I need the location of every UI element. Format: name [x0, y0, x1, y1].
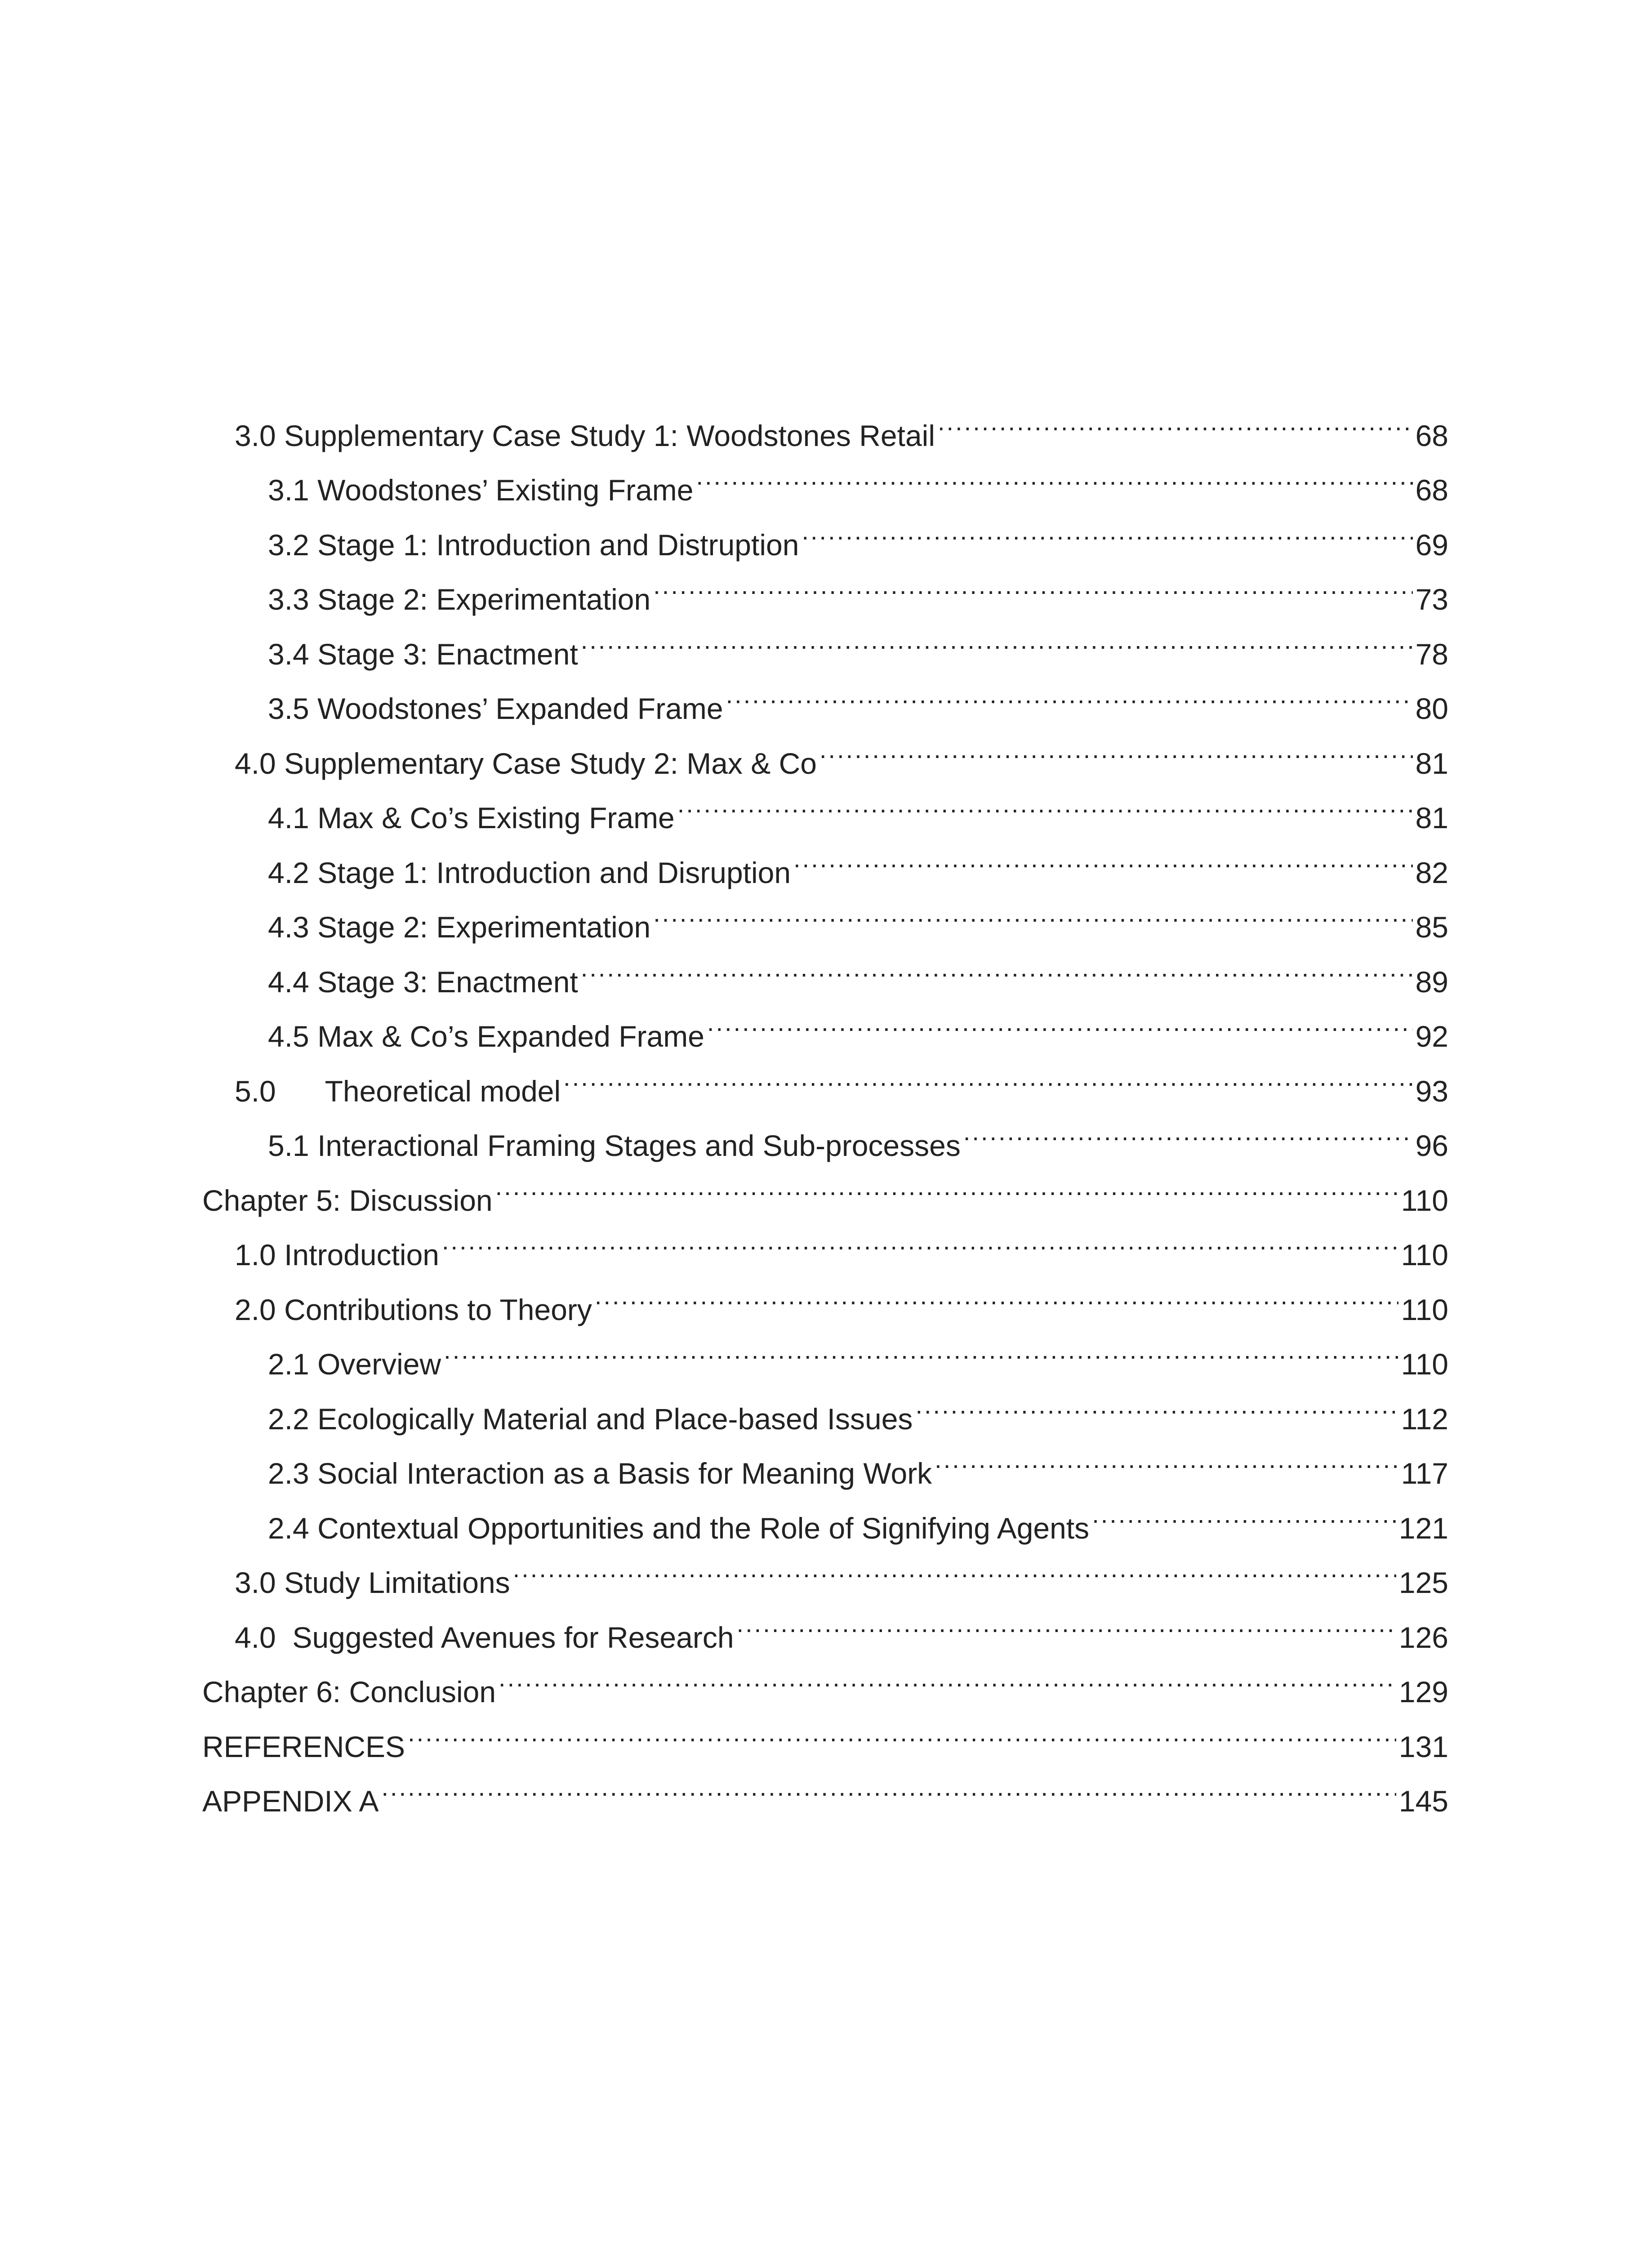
toc-entry-title: 4.5 Max & Co’s Expanded Frame: [268, 1020, 704, 1053]
toc-entry-title: 1.0 Introduction: [235, 1238, 439, 1271]
toc-entry-page-number: 81: [1415, 801, 1448, 834]
toc-entry-title: 3.4 Stage 3: Enactment: [268, 637, 578, 671]
dot-leader: [653, 555, 1412, 610]
toc-entry-title: 3.3 Stage 2: Experimentation: [268, 583, 651, 616]
toc-entry-page-number: 110: [1401, 1347, 1448, 1381]
dot-leader: [595, 1265, 1398, 1320]
toc-entry-page-number: 126: [1398, 1620, 1448, 1654]
dot-leader: [442, 1211, 1398, 1266]
toc-entry-page-number: 73: [1415, 583, 1448, 616]
toc-entry-title: 2.3 Social Interaction as a Basis for Meaning Work: [268, 1457, 932, 1490]
toc-entry-title: 3.2 Stage 1: Introduction and Distruption: [268, 528, 799, 562]
toc-entry-title: Chapter 5: Discussion: [202, 1183, 493, 1217]
toc-entry-page-number: 92: [1415, 1020, 1448, 1053]
toc-entry-page-number: 110: [1401, 1183, 1448, 1217]
dot-leader: [707, 992, 1413, 1047]
toc-entry-page-number: 85: [1415, 910, 1448, 944]
dot-leader: [563, 1047, 1412, 1102]
toc-entry-page-number: 121: [1398, 1511, 1448, 1545]
toc-entry-page-number: 129: [1398, 1675, 1448, 1708]
dot-leader: [938, 391, 1413, 446]
toc-entry-page-number: 68: [1415, 473, 1448, 507]
toc-entry-title: 4.4 Stage 3: Enactment: [268, 965, 578, 999]
toc-entry-page-number: 117: [1401, 1457, 1448, 1490]
dot-leader: [963, 1102, 1413, 1156]
toc-entry-title: 5.1 Interactional Framing Stages and Sub-processes: [268, 1129, 961, 1162]
toc-entry-title: Chapter 6: Conclusion: [202, 1675, 496, 1708]
toc-entry-page-number: 145: [1398, 1784, 1448, 1818]
dot-leader: [499, 1648, 1396, 1703]
toc-entry-title: 3.0 Study Limitations: [235, 1566, 510, 1599]
toc-entry-title: 4.1 Max & Co’s Existing Frame: [268, 801, 675, 834]
dot-leader: [819, 719, 1413, 774]
toc-entry-page-number: 69: [1415, 528, 1448, 562]
dot-leader: [915, 1374, 1398, 1429]
toc-entry-page-number: 131: [1398, 1730, 1448, 1763]
toc-entry-title: 2.1 Overview: [268, 1347, 441, 1381]
toc-entry-title: 4.0 Supplementary Case Study 2: Max & Co: [235, 746, 817, 780]
toc-entry[interactable]: [202, 391, 1448, 452]
dot-leader: [444, 1320, 1398, 1375]
dot-leader: [737, 1593, 1396, 1648]
toc-entry-page-number: 93: [1415, 1074, 1448, 1108]
toc-entry-page-number: 96: [1415, 1129, 1448, 1162]
dot-leader: [581, 610, 1413, 665]
dot-leader: [653, 883, 1412, 938]
dot-leader: [726, 665, 1413, 719]
dot-leader: [408, 1702, 1396, 1757]
toc-entry-title: 2.4 Contextual Opportunities and the Role of Signifying Agents: [268, 1511, 1090, 1545]
toc-entry-title: 4.0 Suggested Avenues for Research: [235, 1620, 734, 1654]
dot-leader: [677, 774, 1413, 829]
toc-entry-title: REFERENCES: [202, 1730, 405, 1763]
toc-entry-page-number: 110: [1401, 1293, 1448, 1326]
toc-entry[interactable]: [202, 1757, 1448, 1818]
dot-leader: [935, 1429, 1398, 1484]
toc-entry-title: 3.1 Woodstones’ Existing Frame: [268, 473, 694, 507]
toc-entry-title: 3.0 Supplementary Case Study 1: Woodstones Retail: [235, 419, 935, 452]
toc-entry-title: 4.2 Stage 1: Introduction and Disruption: [268, 856, 791, 889]
dot-leader: [382, 1757, 1396, 1812]
toc-entry-page-number: 89: [1415, 965, 1448, 999]
toc-entry-title: 3.5 Woodstones’ Expanded Frame: [268, 692, 723, 725]
dot-leader: [1092, 1484, 1396, 1539]
dot-leader: [793, 828, 1412, 883]
dot-leader: [696, 446, 1412, 501]
toc-entry-title: 2.0 Contributions to Theory: [235, 1293, 592, 1326]
toc-entry-title: APPENDIX A: [202, 1784, 379, 1818]
toc-entry-title: 2.2 Ecologically Material and Place-based Issues: [268, 1402, 913, 1436]
toc-entry-page-number: 81: [1415, 746, 1448, 780]
dot-leader: [581, 937, 1413, 992]
toc-entry-page-number: 125: [1398, 1566, 1448, 1599]
dot-leader: [513, 1539, 1396, 1593]
toc-entry-title: 4.3 Stage 2: Experimentation: [268, 910, 651, 944]
toc-entry-title: 5.0 Theoretical model: [235, 1074, 561, 1108]
toc-entry-page-number: 112: [1401, 1402, 1448, 1436]
toc-entry-page-number: 78: [1415, 637, 1448, 671]
dot-leader: [495, 1156, 1398, 1211]
toc-entry-page-number: 110: [1401, 1238, 1448, 1271]
toc-entry-page-number: 80: [1415, 692, 1448, 725]
toc-entry-page-number: 68: [1415, 419, 1448, 452]
table-of-contents: [202, 391, 1448, 1818]
toc-entry-page-number: 82: [1415, 856, 1448, 889]
dot-leader: [802, 500, 1412, 555]
